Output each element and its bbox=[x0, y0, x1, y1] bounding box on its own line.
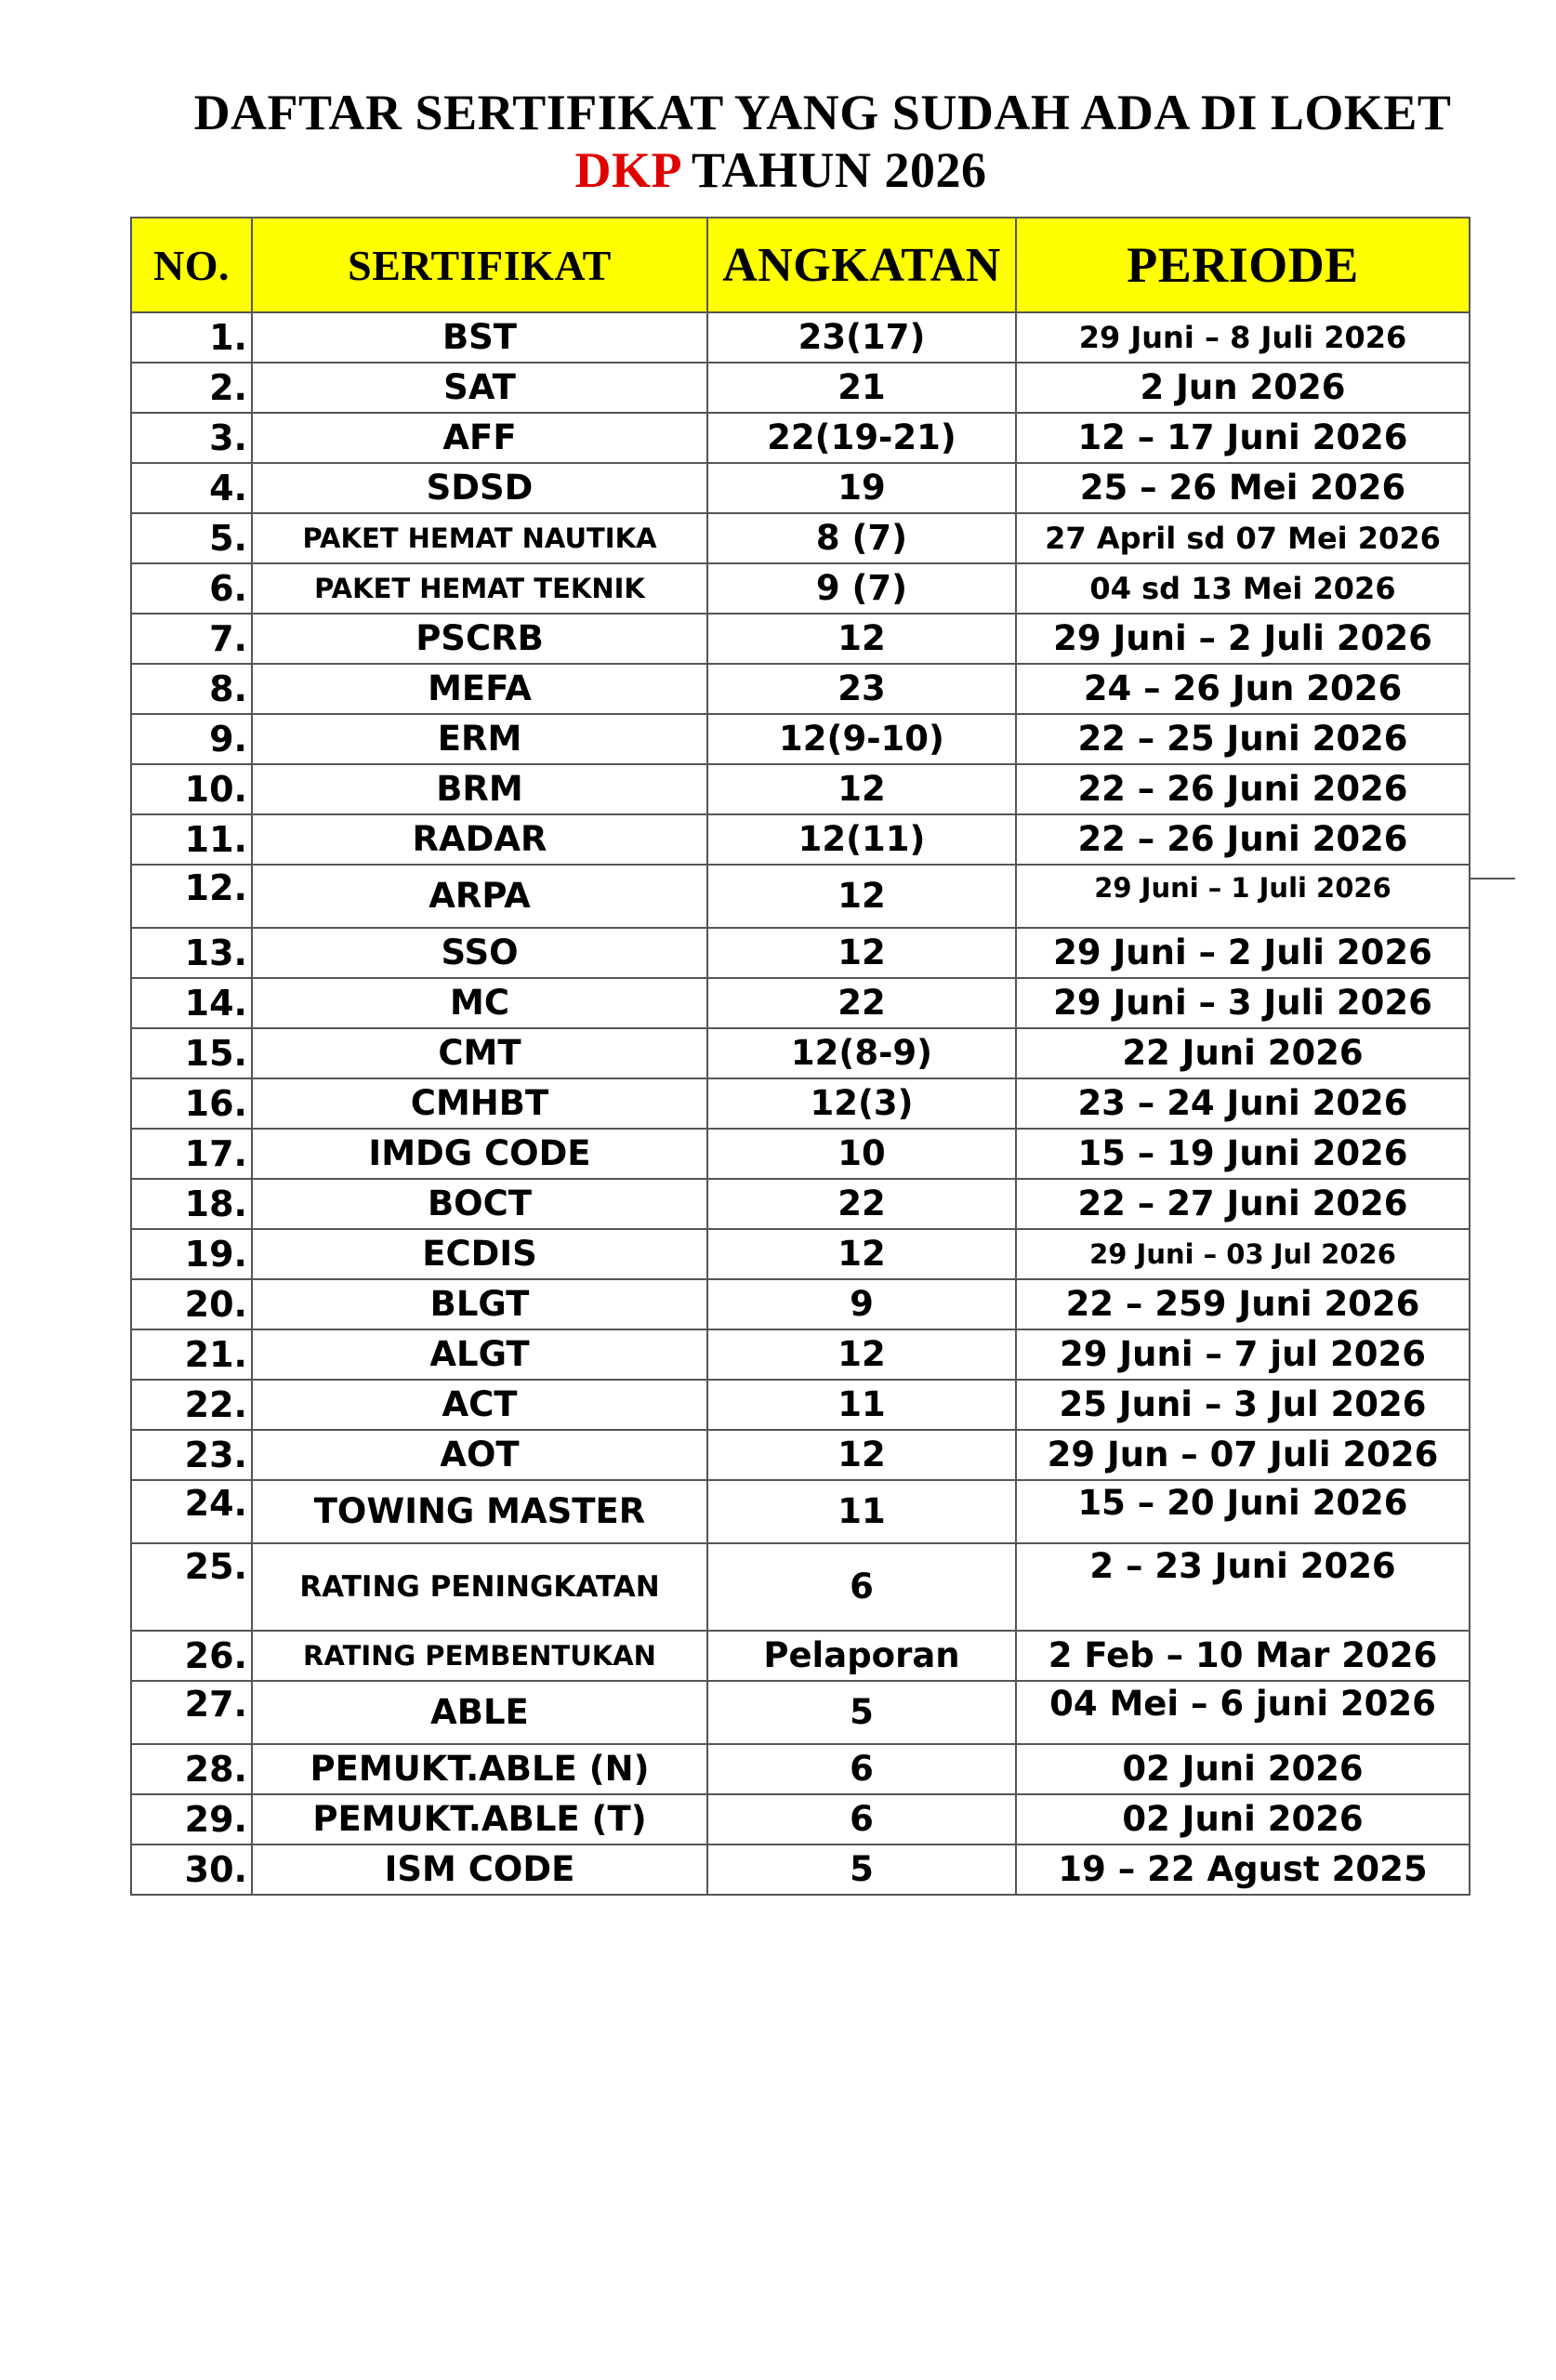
dkp-label: DKP bbox=[574, 142, 679, 198]
certificate-name: ACT bbox=[252, 1380, 707, 1430]
row-number: 28. bbox=[131, 1744, 252, 1794]
table-row bbox=[131, 1543, 1470, 1631]
row-number: 20. bbox=[131, 1279, 252, 1329]
certificate-name: MC bbox=[252, 978, 707, 1028]
column-header-no: NO. bbox=[131, 218, 252, 312]
table-row bbox=[131, 814, 1470, 865]
certificate-name: BLGT bbox=[252, 1279, 707, 1329]
certificate-name: PAKET HEMAT TEKNIK bbox=[252, 563, 707, 614]
batch-number: 11 bbox=[707, 1380, 1016, 1430]
document-subtitle bbox=[56, 138, 1506, 203]
row-number: 4. bbox=[131, 463, 252, 513]
period-dates: 25 – 26 Mei 2026 bbox=[1016, 463, 1470, 513]
certificate-name: BRM bbox=[252, 764, 707, 814]
batch-number: 6 bbox=[707, 1794, 1016, 1844]
batch-number: 8 (7) bbox=[707, 513, 1016, 563]
period-dates: 29 Juni – 8 Juli 2026 bbox=[1016, 312, 1470, 363]
row-number: 25. bbox=[131, 1543, 252, 1631]
row-number: 15. bbox=[131, 1028, 252, 1078]
period-dates: 23 – 24 Juni 2026 bbox=[1016, 1078, 1470, 1129]
period-dates: 29 Jun – 07 Juli 2026 bbox=[1016, 1430, 1470, 1480]
period-dates: 04 Mei – 6 juni 2026 bbox=[1016, 1681, 1470, 1744]
table-row bbox=[131, 614, 1470, 664]
period-dates: 29 Juni – 2 Juli 2026 bbox=[1016, 614, 1470, 664]
certificate-name: ERM bbox=[252, 714, 707, 764]
row-number: 6. bbox=[131, 563, 252, 614]
batch-number: 23(17) bbox=[707, 312, 1016, 363]
certificate-table bbox=[130, 217, 1470, 1896]
certificate-name: RATING PENINGKATAN bbox=[252, 1543, 707, 1631]
period-dates: 02 Juni 2026 bbox=[1016, 1744, 1470, 1794]
certificate-name: RADAR bbox=[252, 814, 707, 865]
period-dates: 22 – 26 Juni 2026 bbox=[1016, 814, 1470, 865]
row-number: 10. bbox=[131, 764, 252, 814]
period-dates: 24 – 26 Jun 2026 bbox=[1016, 664, 1470, 714]
row-number: 8. bbox=[131, 664, 252, 714]
period-dates: 15 – 20 Juni 2026 bbox=[1016, 1480, 1470, 1543]
table-header-row bbox=[131, 218, 1470, 312]
batch-number: 9 (7) bbox=[707, 563, 1016, 614]
row-number: 21. bbox=[131, 1329, 252, 1380]
period-dates: 22 – 26 Juni 2026 bbox=[1016, 764, 1470, 814]
batch-number: 11 bbox=[707, 1480, 1016, 1543]
table-row bbox=[131, 1380, 1470, 1430]
period-dates: 22 – 27 Juni 2026 bbox=[1016, 1179, 1470, 1229]
batch-number: 10 bbox=[707, 1129, 1016, 1179]
row-number: 30. bbox=[131, 1844, 252, 1895]
table-row bbox=[131, 1329, 1470, 1380]
row-number: 7. bbox=[131, 614, 252, 664]
certificate-name: AOT bbox=[252, 1430, 707, 1480]
period-dates: 2 Feb – 10 Mar 2026 bbox=[1016, 1631, 1470, 1681]
batch-number: 12(11) bbox=[707, 814, 1016, 865]
table-row bbox=[131, 664, 1470, 714]
period-dates: 25 Juni – 3 Jul 2026 bbox=[1016, 1380, 1470, 1430]
table-row bbox=[131, 1279, 1470, 1329]
row-number: 27. bbox=[131, 1681, 252, 1744]
certificate-name: ECDIS bbox=[252, 1229, 707, 1279]
certificate-name: PAKET HEMAT NAUTIKA bbox=[252, 513, 707, 563]
row-number: 16. bbox=[131, 1078, 252, 1129]
batch-number: 12 bbox=[707, 865, 1016, 928]
row-number: 22. bbox=[131, 1380, 252, 1430]
batch-number: 9 bbox=[707, 1279, 1016, 1329]
period-dates: 2 Jun 2026 bbox=[1016, 363, 1470, 413]
batch-number: Pelaporan bbox=[707, 1631, 1016, 1681]
table-row bbox=[131, 1028, 1470, 1078]
certificate-name: PEMUKT.ABLE (T) bbox=[252, 1794, 707, 1844]
period-dates: 29 Juni – 1 Juli 2026 bbox=[1016, 865, 1470, 928]
certificate-name: CMHBT bbox=[252, 1078, 707, 1129]
divider-line bbox=[1469, 878, 1515, 879]
batch-number: 12(8-9) bbox=[707, 1028, 1016, 1078]
batch-number: 12 bbox=[707, 614, 1016, 664]
row-number: 12. bbox=[131, 865, 252, 928]
certificate-name: PSCRB bbox=[252, 614, 707, 664]
table-row bbox=[131, 978, 1470, 1028]
table-row bbox=[131, 928, 1470, 978]
certificate-name: MEFA bbox=[252, 664, 707, 714]
table-row bbox=[131, 1681, 1470, 1744]
table-row bbox=[131, 1631, 1470, 1681]
table-row bbox=[131, 1744, 1470, 1794]
table-row bbox=[131, 865, 1470, 928]
batch-number: 21 bbox=[707, 363, 1016, 413]
batch-number: 6 bbox=[707, 1543, 1016, 1631]
period-dates: 27 April sd 07 Mei 2026 bbox=[1016, 513, 1470, 563]
certificate-name: ISM CODE bbox=[252, 1844, 707, 1895]
certificate-name: SAT bbox=[252, 363, 707, 413]
column-header-periode: PERIODE bbox=[1016, 218, 1470, 312]
table-row bbox=[131, 1129, 1470, 1179]
table-row bbox=[131, 463, 1470, 513]
row-number: 14. bbox=[131, 978, 252, 1028]
batch-number: 23 bbox=[707, 664, 1016, 714]
row-number: 1. bbox=[131, 312, 252, 363]
row-number: 9. bbox=[131, 714, 252, 764]
batch-number: 12 bbox=[707, 1229, 1016, 1279]
batch-number: 12 bbox=[707, 928, 1016, 978]
batch-number: 19 bbox=[707, 463, 1016, 513]
period-dates: 29 Juni – 03 Jul 2026 bbox=[1016, 1229, 1470, 1279]
table-row bbox=[131, 1844, 1470, 1895]
row-number: 3. bbox=[131, 413, 252, 463]
year-label: TAHUN 2026 bbox=[679, 142, 987, 198]
row-number: 13. bbox=[131, 928, 252, 978]
certificate-name: IMDG CODE bbox=[252, 1129, 707, 1179]
certificate-name: AFF bbox=[252, 413, 707, 463]
row-number: 23. bbox=[131, 1430, 252, 1480]
batch-number: 22(19-21) bbox=[707, 413, 1016, 463]
period-dates: 2 – 23 Juni 2026 bbox=[1016, 1543, 1470, 1631]
row-number: 24. bbox=[131, 1480, 252, 1543]
table-row bbox=[131, 1794, 1470, 1844]
certificate-name: SDSD bbox=[252, 463, 707, 513]
period-dates: 22 – 25 Juni 2026 bbox=[1016, 714, 1470, 764]
certificate-name: BST bbox=[252, 312, 707, 363]
batch-number: 5 bbox=[707, 1844, 1016, 1895]
batch-number: 12 bbox=[707, 764, 1016, 814]
period-dates: 22 Juni 2026 bbox=[1016, 1028, 1470, 1078]
period-dates: 29 Juni – 7 jul 2026 bbox=[1016, 1329, 1470, 1380]
period-dates: 19 – 22 Agust 2025 bbox=[1016, 1844, 1470, 1895]
row-number: 2. bbox=[131, 363, 252, 413]
row-number: 5. bbox=[131, 513, 252, 563]
batch-number: 12(9-10) bbox=[707, 714, 1016, 764]
table-row bbox=[131, 363, 1470, 413]
period-dates: 04 sd 13 Mei 2026 bbox=[1016, 563, 1470, 614]
table-row bbox=[131, 563, 1470, 614]
batch-number: 5 bbox=[707, 1681, 1016, 1744]
certificate-name: CMT bbox=[252, 1028, 707, 1078]
period-dates: 12 – 17 Juni 2026 bbox=[1016, 413, 1470, 463]
certificate-name: ABLE bbox=[252, 1681, 707, 1744]
table-row bbox=[131, 1480, 1470, 1543]
row-number: 26. bbox=[131, 1631, 252, 1681]
batch-number: 12 bbox=[707, 1329, 1016, 1380]
certificate-name: SSO bbox=[252, 928, 707, 978]
table-row bbox=[131, 714, 1470, 764]
batch-number: 6 bbox=[707, 1744, 1016, 1794]
table-row bbox=[131, 1229, 1470, 1279]
batch-number: 12(3) bbox=[707, 1078, 1016, 1129]
table-row bbox=[131, 1430, 1470, 1480]
certificate-name: TOWING MASTER bbox=[252, 1480, 707, 1543]
period-dates: 02 Juni 2026 bbox=[1016, 1794, 1470, 1844]
row-number: 17. bbox=[131, 1129, 252, 1179]
period-dates: 15 – 19 Juni 2026 bbox=[1016, 1129, 1470, 1179]
column-header-angkatan: ANGKATAN bbox=[707, 218, 1016, 312]
batch-number: 22 bbox=[707, 1179, 1016, 1229]
table-row bbox=[131, 513, 1470, 563]
column-header-sertifikat: SERTIFIKAT bbox=[252, 218, 707, 312]
document-title: DAFTAR SERTIFIKAT YANG SUDAH ADA DI LOKET bbox=[193, 85, 1452, 140]
table-row bbox=[131, 764, 1470, 814]
table-row bbox=[131, 1078, 1470, 1129]
certificate-name: PEMUKT.ABLE (N) bbox=[252, 1744, 707, 1794]
table-body bbox=[131, 312, 1470, 1895]
row-number: 11. bbox=[131, 814, 252, 865]
certificate-name: ALGT bbox=[252, 1329, 707, 1380]
table-row bbox=[131, 1179, 1470, 1229]
period-dates: 29 Juni – 3 Juli 2026 bbox=[1016, 978, 1470, 1028]
batch-number: 12 bbox=[707, 1430, 1016, 1480]
certificate-name: RATING PEMBENTUKAN bbox=[252, 1631, 707, 1681]
certificate-name: ARPA bbox=[252, 865, 707, 928]
row-number: 29. bbox=[131, 1794, 252, 1844]
row-number: 19. bbox=[131, 1229, 252, 1279]
row-number: 18. bbox=[131, 1179, 252, 1229]
batch-number: 22 bbox=[707, 978, 1016, 1028]
table-row bbox=[131, 413, 1470, 463]
certificate-name: BOCT bbox=[252, 1179, 707, 1229]
period-dates: 29 Juni – 2 Juli 2026 bbox=[1016, 928, 1470, 978]
table-row bbox=[131, 312, 1470, 363]
period-dates: 22 – 259 Juni 2026 bbox=[1016, 1279, 1470, 1329]
